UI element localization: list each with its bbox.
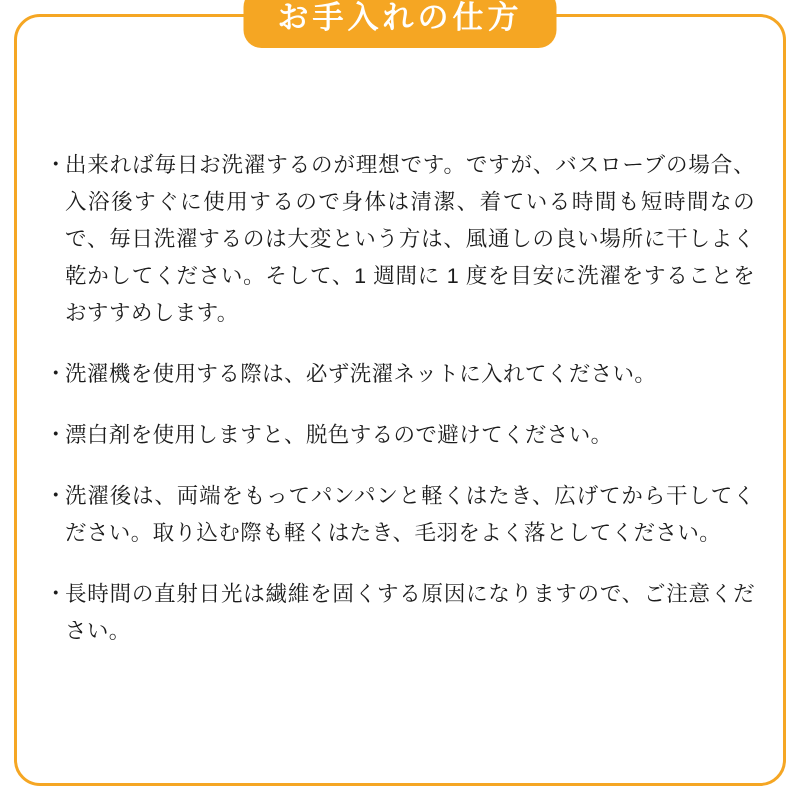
list-item-text: 洗濯後は、両端をもってパンパンと軽くはたき、広げてから干してください。取り込む際も軽くはたき、毛羽をよく落としてください。 (65, 483, 755, 545)
list-item (45, 147, 755, 332)
page-title: お手入れの仕方 (244, 0, 557, 48)
list-item-text: 出来れば毎日お洗濯するのが理想です。ですが、バスローブの場合、入浴後すぐに使用するので身体は清潔、着ている時間も短時間なので、毎日洗濯するのは大変という方は、風通しの良い場所に干しよく乾かしてください。そして、1 週間に 1 度を目安に洗濯をすることをおすすめします。 (65, 153, 755, 325)
list-item-text: 長時間の直射日光は繊維を固くする原因になりますので、ご注意ください。 (65, 581, 755, 643)
bullet-icon: ・ (45, 483, 67, 508)
list-item (45, 478, 755, 552)
bullet-icon: ・ (45, 153, 67, 177)
instructions-list (45, 147, 755, 650)
list-item (45, 356, 755, 393)
bullet-icon: ・ (45, 422, 67, 447)
list-item-text: 漂白剤を使用しますと、脱色するので避けてください。 (65, 422, 613, 447)
list-item (45, 417, 755, 454)
list-item (45, 576, 755, 650)
care-instructions-card (14, 0, 786, 786)
list-item-text: 洗濯機を使用する際は、必ず洗濯ネットに入れてください。 (65, 361, 657, 386)
bullet-icon: ・ (45, 581, 67, 606)
bullet-icon: ・ (45, 361, 67, 386)
